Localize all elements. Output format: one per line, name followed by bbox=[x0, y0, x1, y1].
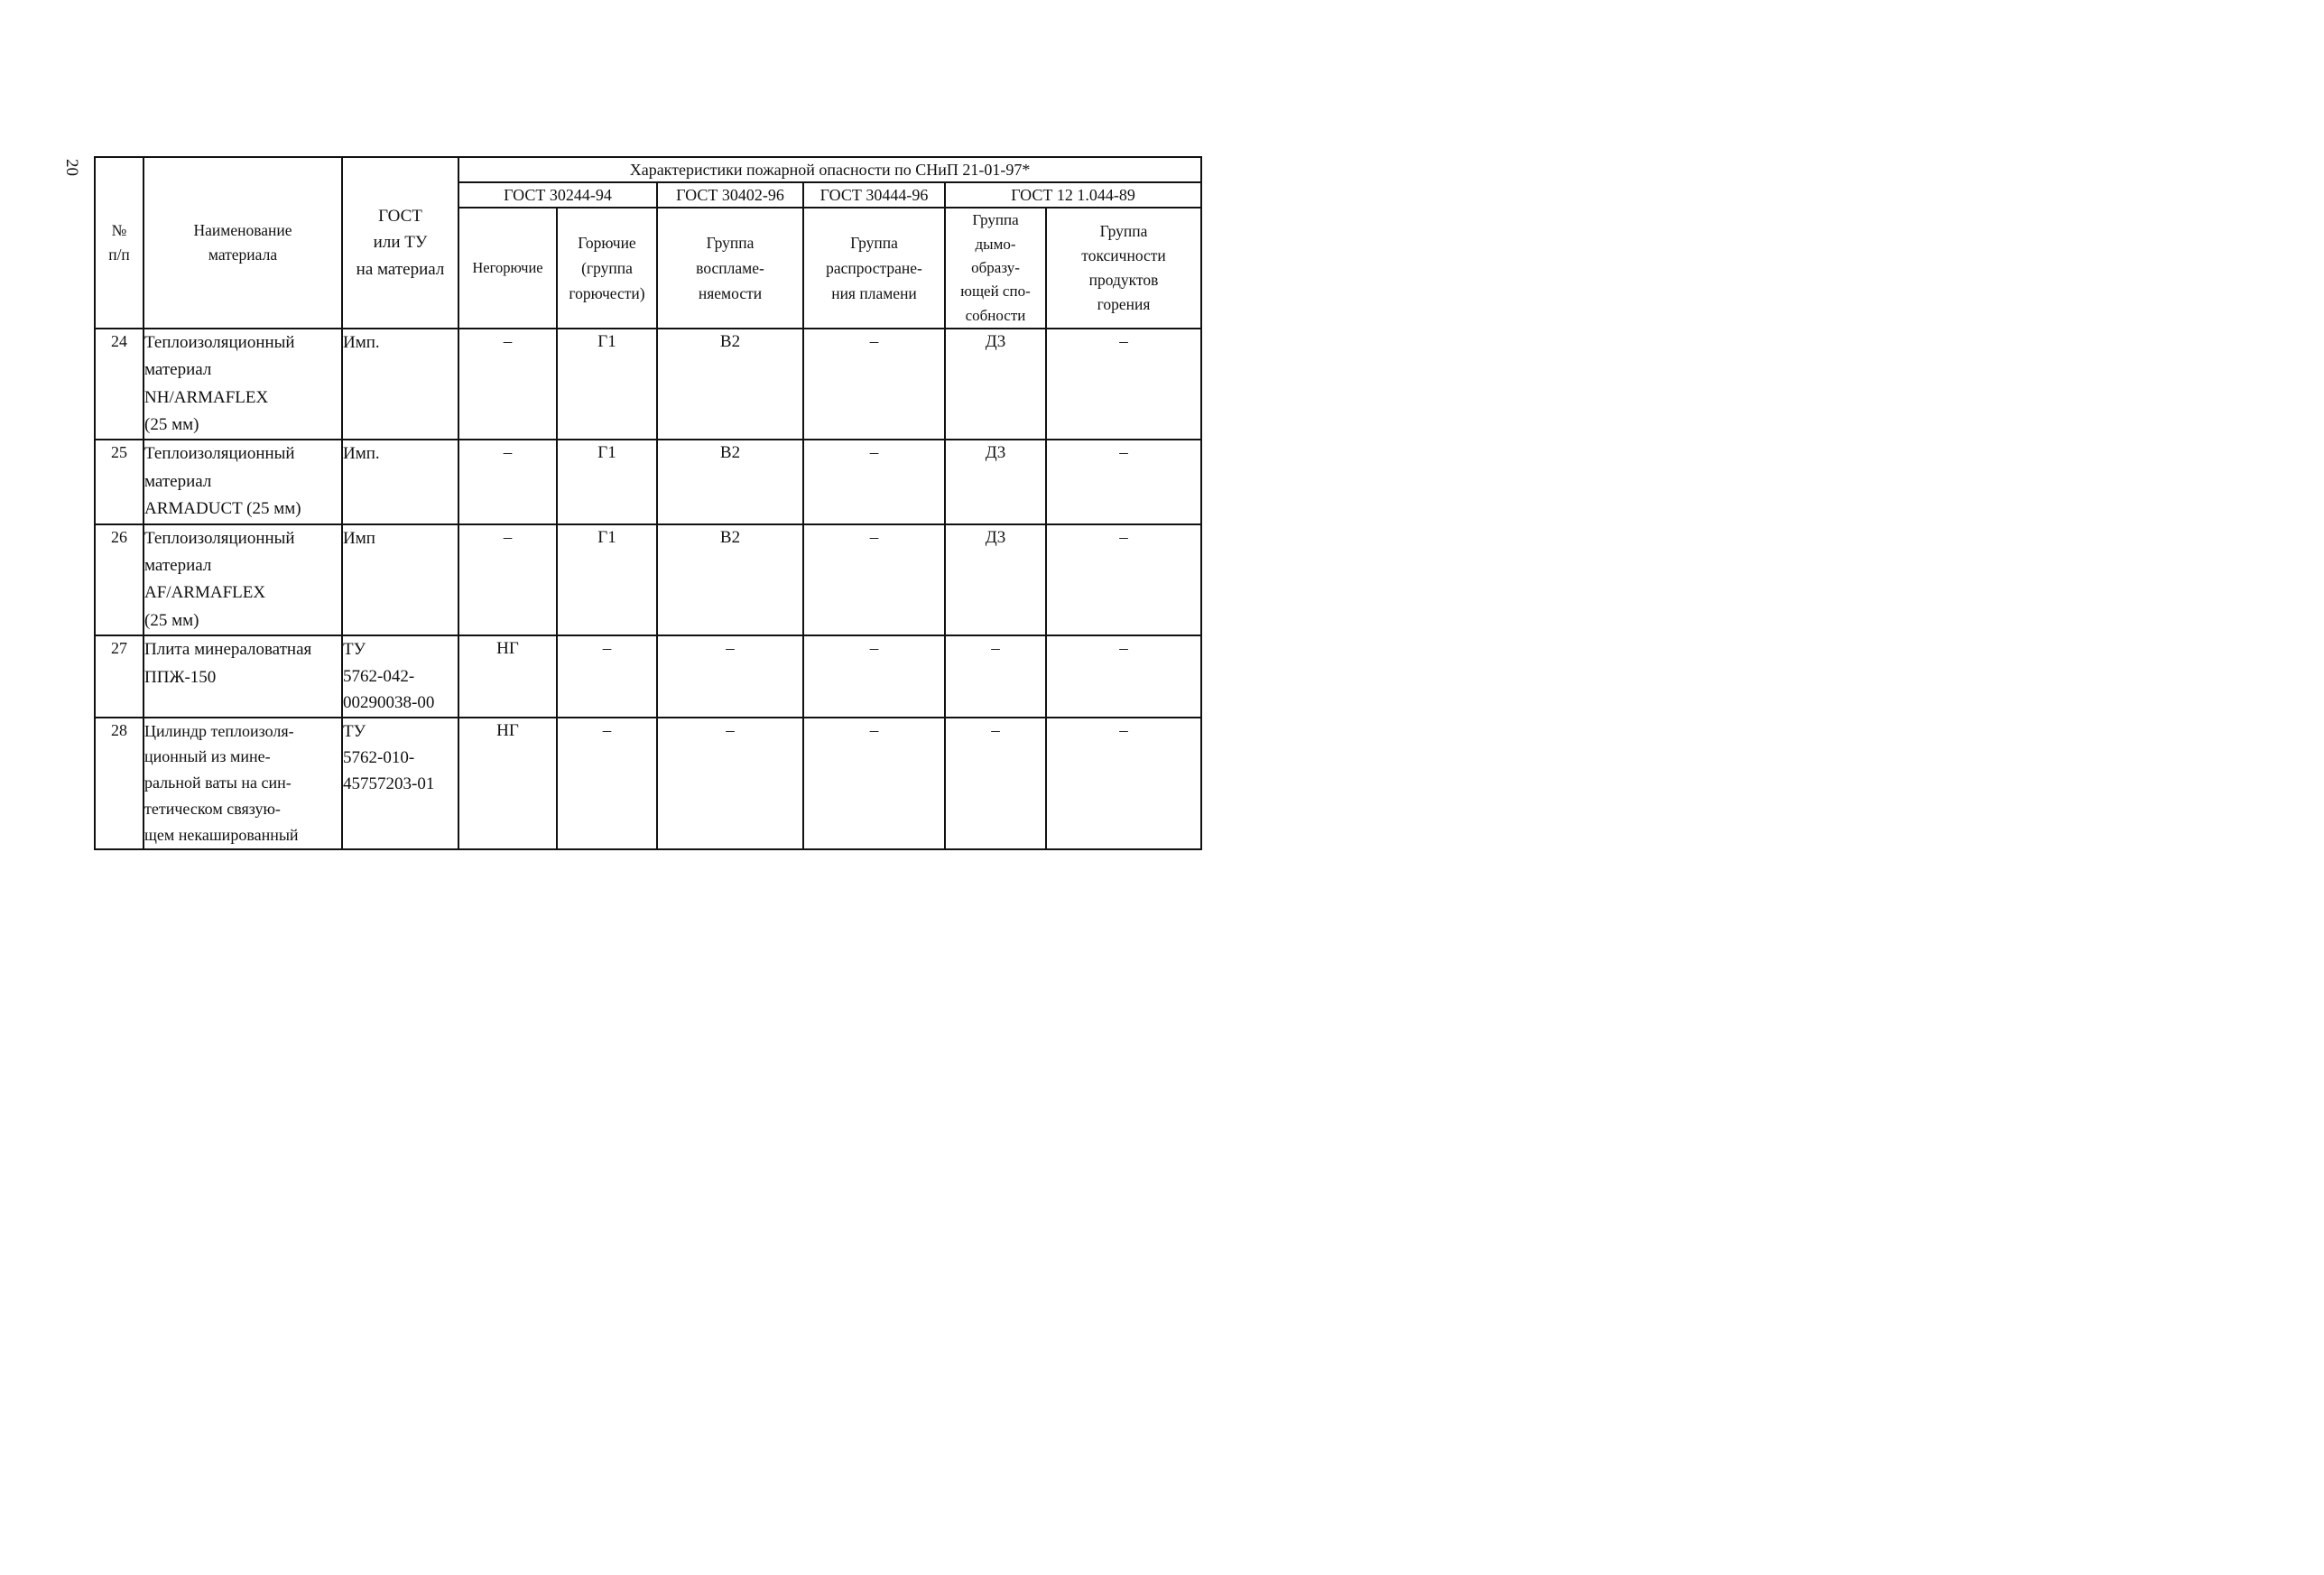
material-gost: ТУ 5762-042- 00290038-00 bbox=[342, 635, 458, 717]
value-noncombustible: – bbox=[458, 329, 557, 440]
value-flammability: В2 bbox=[657, 329, 803, 440]
value-smoke: Д3 bbox=[945, 524, 1046, 636]
header-flammability: Группа воспламе- няемости bbox=[657, 208, 803, 329]
row-number: 24 bbox=[95, 329, 144, 440]
value-flammability: – bbox=[657, 635, 803, 717]
header-gost-12-1-044: ГОСТ 12 1.044-89 bbox=[945, 182, 1201, 208]
value-toxicity: – bbox=[1046, 440, 1201, 523]
header-fire-characteristics: Характеристики пожарной опасности по СНиП 21-01-97* bbox=[458, 157, 1201, 182]
value-combustible: Г1 bbox=[557, 524, 657, 636]
row-number: 26 bbox=[95, 524, 144, 636]
value-flame-spread: – bbox=[803, 635, 945, 717]
value-smoke: – bbox=[945, 635, 1046, 717]
table-row bbox=[95, 329, 1201, 440]
header-toxicity: Группа токсичности продуктов горения bbox=[1046, 208, 1201, 329]
value-flammability: – bbox=[657, 718, 803, 849]
material-name: Теплоизоляционный материал ARMADUCT (25 мм) bbox=[144, 440, 342, 523]
value-toxicity: – bbox=[1046, 718, 1201, 849]
value-flame-spread: – bbox=[803, 440, 945, 523]
value-combustible: Г1 bbox=[557, 440, 657, 523]
value-combustible: – bbox=[557, 718, 657, 849]
value-noncombustible: – bbox=[458, 440, 557, 523]
header-smoke-generation: Группа дымо- образу- ющей спо- собности bbox=[945, 208, 1046, 329]
material-gost: Имп. bbox=[342, 329, 458, 440]
row-number: 28 bbox=[95, 718, 144, 849]
value-flammability: В2 bbox=[657, 524, 803, 636]
value-flame-spread: – bbox=[803, 329, 945, 440]
material-name: Теплоизоляционный материал AF/ARMAFLEX (25 мм) bbox=[144, 524, 342, 636]
material-name: Теплоизоляционный материал NH/ARMAFLEX (25 мм) bbox=[144, 329, 342, 440]
value-noncombustible: – bbox=[458, 524, 557, 636]
table-row bbox=[95, 524, 1201, 636]
material-gost: Имп. bbox=[342, 440, 458, 523]
fire-hazard-table bbox=[94, 156, 1202, 850]
material-name: Цилиндр теплоизоля- ционный из мине- ральной ваты на син- тетическом связую- щем некашированный bbox=[144, 718, 342, 849]
value-noncombustible: НГ bbox=[458, 718, 557, 849]
header-number: № п/п bbox=[95, 157, 144, 329]
material-gost: ТУ 5762-010- 45757203-01 bbox=[342, 718, 458, 849]
value-noncombustible: НГ bbox=[458, 635, 557, 717]
value-smoke: – bbox=[945, 718, 1046, 849]
page-number: 20 bbox=[62, 159, 81, 176]
value-flame-spread: – bbox=[803, 718, 945, 849]
table-row bbox=[95, 635, 1201, 717]
value-smoke: Д3 bbox=[945, 440, 1046, 523]
value-flame-spread: – bbox=[803, 524, 945, 636]
row-number: 27 bbox=[95, 635, 144, 717]
header-gost: ГОСТ или ТУ на материал bbox=[342, 157, 458, 329]
value-toxicity: – bbox=[1046, 635, 1201, 717]
header-material-name: Наименование материала bbox=[144, 157, 342, 329]
value-smoke: Д3 bbox=[945, 329, 1046, 440]
value-flammability: В2 bbox=[657, 440, 803, 523]
header-combustible: Горючие (группа горючести) bbox=[557, 208, 657, 329]
row-number: 25 bbox=[95, 440, 144, 523]
header-gost-30402: ГОСТ 30402-96 bbox=[657, 182, 803, 208]
value-toxicity: – bbox=[1046, 329, 1201, 440]
header-gost-30244: ГОСТ 30244-94 bbox=[458, 182, 657, 208]
header-noncombustible: Негорючие bbox=[458, 208, 557, 329]
material-name: Плита минераловатная ППЖ-150 bbox=[144, 635, 342, 717]
table-row bbox=[95, 440, 1201, 523]
value-combustible: – bbox=[557, 635, 657, 717]
header-gost-30444: ГОСТ 30444-96 bbox=[803, 182, 945, 208]
value-combustible: Г1 bbox=[557, 329, 657, 440]
material-gost: Имп bbox=[342, 524, 458, 636]
value-toxicity: – bbox=[1046, 524, 1201, 636]
header-flame-spread: Группа распростране- ния пламени bbox=[803, 208, 945, 329]
table-row bbox=[95, 718, 1201, 849]
